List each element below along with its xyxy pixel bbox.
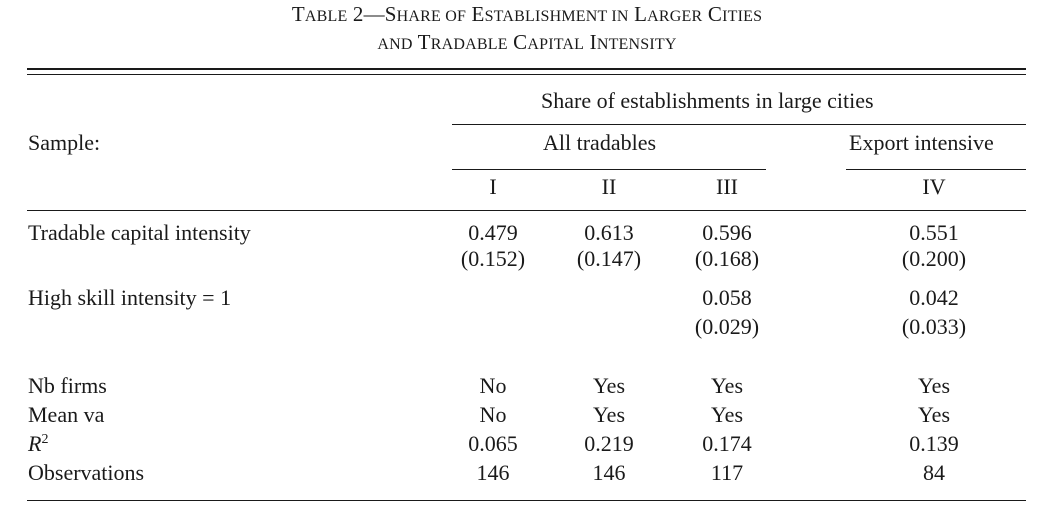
title-big-letters: T <box>291 2 305 26</box>
se-capital-IV: (0.200) <box>901 246 967 271</box>
group-rule-all <box>452 169 766 170</box>
column-header-IV: IV <box>922 174 946 199</box>
title-small-caps: NTENSITY <box>596 36 677 53</box>
row-label-mean-va: Mean va <box>28 402 105 427</box>
title-big-letters: C <box>702 2 723 26</box>
title-big-letters: E <box>466 2 485 26</box>
se-capital-II: (0.147) <box>576 246 642 271</box>
title-small-caps: AND <box>377 36 413 53</box>
r-squared-exponent: 2 <box>41 432 49 447</box>
column-header-II: II <box>601 174 617 199</box>
observations-I: 146 <box>476 460 510 485</box>
row-label-nb-firms: Nb firms <box>28 373 107 398</box>
coef-capital-I: 0.479 <box>468 220 518 245</box>
row-label-capital-intensity: Tradable capital intensity <box>28 220 251 245</box>
column-header-rule <box>27 210 1026 211</box>
title-big-letters: 2—S <box>347 2 397 26</box>
se-skill-IV: (0.033) <box>901 314 967 339</box>
nb-firms-IV: Yes <box>917 373 951 398</box>
observations-II: 146 <box>592 460 626 485</box>
r-squared-symbol: R <box>28 431 42 456</box>
title-small-caps: APITAL <box>527 36 585 53</box>
coef-skill-IV: 0.042 <box>909 285 959 310</box>
observations-III: 117 <box>710 460 744 485</box>
title-line-1 <box>0 2 1054 27</box>
title-line-2 <box>0 30 1054 55</box>
title-small-caps: ARGER <box>647 8 703 25</box>
title-small-caps: STABLISHMENT IN <box>484 8 629 25</box>
column-header-III: III <box>716 174 738 199</box>
coef-capital-III: 0.596 <box>702 220 752 245</box>
row-label-high-skill: High skill intensity = 1 <box>28 285 232 310</box>
mean-va-I: No <box>479 402 507 427</box>
se-skill-III: (0.029) <box>694 314 760 339</box>
group-all-tradables: All tradables <box>543 130 657 155</box>
coef-skill-III: 0.058 <box>702 285 752 310</box>
title-small-caps: HARE OF <box>396 8 467 25</box>
mean-va-IV: Yes <box>917 402 951 427</box>
nb-firms-I: No <box>479 373 507 398</box>
column-header-I: I <box>489 174 497 199</box>
r-squared-I: 0.065 <box>468 431 518 456</box>
se-capital-III: (0.168) <box>694 246 760 271</box>
title-small-caps: ABLE <box>304 8 348 25</box>
title-big-letters: I <box>584 30 597 54</box>
group-rule-export <box>846 169 1026 170</box>
row-label-r-squared <box>28 431 48 457</box>
r-squared-IV: 0.139 <box>909 431 959 456</box>
title-small-caps: ITIES <box>722 8 763 25</box>
row-label-observations: Observations <box>28 460 145 485</box>
sample-label: Sample: <box>28 130 101 155</box>
coef-capital-II: 0.613 <box>584 220 634 245</box>
title-small-caps: RADABLE <box>430 36 508 53</box>
top-rule-2 <box>27 74 1026 75</box>
title-big-letters: L <box>628 2 648 26</box>
header-rule <box>452 124 1026 125</box>
mean-va-III: Yes <box>710 402 744 427</box>
r-squared-II: 0.219 <box>584 431 634 456</box>
nb-firms-II: Yes <box>592 373 626 398</box>
top-rule-1 <box>27 68 1026 70</box>
nb-firms-III: Yes <box>710 373 744 398</box>
dependent-variable-header: Share of establishments in large cities <box>541 88 874 113</box>
se-capital-I: (0.152) <box>460 246 526 271</box>
mean-va-II: Yes <box>592 402 626 427</box>
bottom-rule <box>27 500 1026 501</box>
title-big-letters: T <box>412 30 431 54</box>
group-export-intensive: Export intensive <box>849 130 994 155</box>
r-squared-III: 0.174 <box>702 431 752 456</box>
title-big-letters: C <box>507 30 528 54</box>
coef-capital-IV: 0.551 <box>909 220 959 245</box>
observations-IV: 84 <box>923 460 945 485</box>
